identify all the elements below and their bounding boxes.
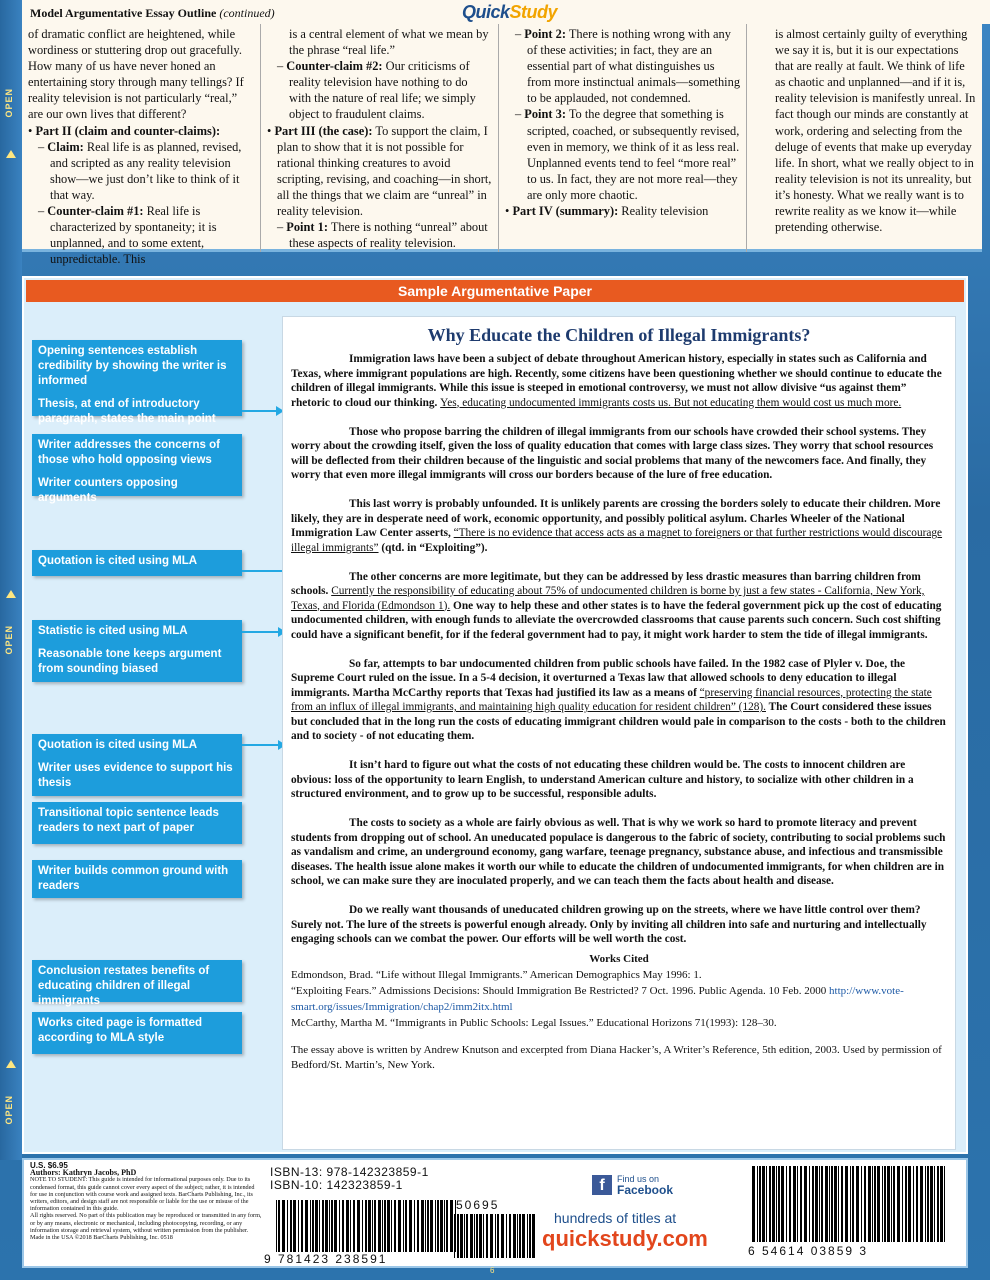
- outline-point-label: Counter-claim #1:: [47, 204, 144, 219]
- margin-note: [32, 734, 242, 796]
- essay-paragraph: Immigration laws have been a subject of debate throughout American history, especially in states such as California and Texas, where immigrant populations are high. Recently, some citizens have been questioning whether we should continue to educate the children of illegal immigrants. While this issue is steeped in emotional controversy, we must not allow divisive “us against them” rhetoric to cloud our thinking. Yes, educating undocumented immigrants costs us. But not educating them would cost us much more.: [291, 353, 942, 409]
- barcode-bar: [769, 1166, 771, 1242]
- barcode-bar: [339, 1200, 340, 1252]
- sample-paper-panel: [22, 276, 968, 1154]
- barcode-bar: [365, 1200, 367, 1252]
- barcode-bar: [329, 1200, 330, 1252]
- facebook-icon: f: [592, 1175, 612, 1195]
- essay-credit: The essay above is written by Andrew Knutson and excerpted from Diana Hacker’s, A Writer’s Reference, 5th edition, 2003. Used by permission of Bedford/St. Martin’s, New York.: [291, 1044, 942, 1071]
- barcode-bar: [877, 1166, 880, 1242]
- barcode-bar: [934, 1166, 935, 1242]
- barcode-bar: [293, 1200, 296, 1252]
- barcode-bar: [872, 1166, 873, 1242]
- outline-part: • Part II (claim and counter-claims):: [28, 123, 221, 138]
- barcode-bar: [290, 1200, 292, 1252]
- barcode-bar: [421, 1200, 424, 1252]
- barcode-bar: [789, 1166, 791, 1242]
- barcode-bar: [759, 1166, 761, 1242]
- outline-column-1: [22, 24, 260, 267]
- student-note: NOTE TO STUDENT: This guide is intended for informational purposes only. Due to its condensed format, this guide cannot cover every aspect of the subject; rather, it is intended for use in conjunction with course work and assigned texts. BarCharts Publishing, Inc., its writers, editors, and design staff are not responsible or liable for the use or misuse of the information contained in this guide.: [30, 1176, 255, 1213]
- barcode-bar: [920, 1166, 923, 1242]
- barcode-bar: [322, 1200, 324, 1252]
- barcode-bar: [825, 1166, 828, 1242]
- barcode-bar: [841, 1166, 843, 1242]
- barcode-bar: [374, 1200, 376, 1252]
- note-arrow: [242, 631, 284, 633]
- barcode-bar: [457, 1214, 459, 1258]
- barcode-bar: [315, 1200, 318, 1252]
- outline-point-label: Counter-claim #2:: [286, 59, 383, 74]
- barcode-bar: [398, 1200, 401, 1252]
- barcode-bar: [301, 1200, 303, 1252]
- side-label-open: OPEN: [4, 1095, 14, 1125]
- barcode-bar: [319, 1200, 320, 1252]
- barcode-bar: [474, 1214, 475, 1258]
- outline-point-label: Claim:: [47, 139, 84, 154]
- barcode-bar: [887, 1166, 890, 1242]
- margin-note-line: Quotation is cited using MLA: [38, 555, 198, 567]
- barcode-bar: [430, 1200, 433, 1252]
- barcode-bar: [913, 1166, 914, 1242]
- barcode-bar: [762, 1166, 765, 1242]
- outline-column-2: [260, 24, 498, 252]
- barcode-bar: [519, 1214, 521, 1258]
- outline-point-label: Point 1:: [286, 220, 328, 235]
- barcode-bar: [916, 1166, 918, 1242]
- essay-paragraph: Those who propose barring the children of illegal immigrants from our schools have crowded their school systems. They worry about the crowding itself, given the loss of quality education that comes with large class sizes. They worry that school resources will be deflected from their children because of the linguistic and social problems that many of the newcomers face. And finally, they worry that even more illegal immigrants will cross our borders because of the lure of free education.: [291, 425, 934, 481]
- barcode-bar: [778, 1166, 780, 1242]
- barcode-bar: [812, 1166, 814, 1242]
- barcode-bar: [384, 1200, 386, 1252]
- barcode-bar: [937, 1166, 939, 1242]
- barcode-bar: [940, 1166, 943, 1242]
- barcode-bar: [479, 1214, 482, 1258]
- barcode-bar: [466, 1214, 468, 1258]
- margin-note-line: Writer addresses the concerns of those who hold opposing views: [38, 439, 220, 466]
- outline-point: – Point 1: There is nothing “unreal” about these aspects of reality television.: [277, 220, 488, 251]
- barcode-bar: [819, 1166, 820, 1242]
- barcode-bar: [440, 1200, 443, 1252]
- barcode-bar: [486, 1214, 488, 1258]
- essay-paragraph: Do we really want thousands of uneducated children growing up on the streets, where we have little control over them? Surely not. The lure of the streets is powerful enough already. Only by inviting all children into safe and nurturing and intellectually engaging schools can we combat the power. Our efforts will be well worth the cost.: [291, 904, 927, 945]
- barcode-bar: [362, 1200, 363, 1252]
- facebook-text: [617, 1174, 673, 1196]
- barcode-bar: [278, 1200, 280, 1252]
- barcode-bar: [346, 1200, 349, 1252]
- note-arrow: [242, 410, 282, 412]
- margin-note-line: Reasonable tone keeps argument from sounding biased: [38, 648, 222, 675]
- barcode-bar: [838, 1166, 839, 1242]
- margin-note-line: Opening sentences establish credibility by showing the writer is informed: [38, 345, 227, 387]
- barcode-bar: [850, 1166, 851, 1242]
- works-cited-entry: McCarthy, Martha M. “Immigrants in Public Schools: Legal Issues.” Educational Horizons 71(1993): 128–30.: [291, 1017, 777, 1029]
- barcode-bar: [797, 1166, 798, 1242]
- barcode-bar: [334, 1200, 337, 1252]
- barcode-bar: [353, 1200, 355, 1252]
- facebook-big-text: Facebook: [617, 1183, 674, 1197]
- outline-point-label: Point 2:: [524, 27, 566, 41]
- facebook-link[interactable]: [592, 1174, 673, 1196]
- outline-part-label: Part III (the case):: [274, 123, 373, 138]
- barcode-bar: [893, 1166, 895, 1242]
- barcode-bar: [509, 1214, 511, 1258]
- barcode-bar: [403, 1200, 404, 1252]
- outline-part: • Part III (the case): To support the claim, I plan to show that it is not possible for rational thinking creatures to avoid scripting, revising, and coaching—in short, all the things that we claim are “unreal” in reality television.: [267, 123, 492, 219]
- ean-digits: 9 781423 238591: [264, 1252, 388, 1266]
- barcode-bar: [522, 1214, 525, 1258]
- barcode-bar: [378, 1200, 381, 1252]
- barcode-bar: [925, 1166, 926, 1242]
- outline-point: – Claim: Real life is as planned, revised, and scripted as any reality television show—we just don’t like to think of it that way.: [38, 139, 242, 202]
- titles-tagline: hundreds of titles at: [554, 1210, 677, 1226]
- barcode-bar: [331, 1200, 333, 1252]
- barcode-bar: [506, 1214, 507, 1258]
- barcode-bar: [287, 1200, 288, 1252]
- underlined-citation: “preserving financial resources, protecting the state from an influx of illegal immigrants, and maintaining high quality education for resident children” (128).: [291, 686, 932, 713]
- underlined-citation: Currently the responsibility of educating about 75% of undocumented children is borne by just a few states - California, New York, Texas, and Florida (Edmondson 1).: [291, 585, 925, 612]
- barcode-bar: [305, 1200, 308, 1252]
- barcode-bar: [927, 1166, 929, 1242]
- barcode-bar: [882, 1166, 883, 1242]
- barcode-bar: [497, 1214, 499, 1258]
- outline-column-4: [746, 24, 982, 252]
- margin-note: [32, 802, 242, 844]
- margin-note: [32, 1012, 242, 1054]
- barcode-bar: [800, 1166, 802, 1242]
- barcode-bar: [786, 1166, 787, 1242]
- margin-note-line: Thesis, at end of introductory paragraph, states the main point: [38, 398, 216, 425]
- facebook-small-text: Find us on: [617, 1174, 660, 1184]
- barcode-bar: [884, 1166, 886, 1242]
- essay-title: Why Educate the Children of Illegal Immigrants?: [427, 325, 811, 345]
- essay-paragraph: The other concerns are more legitimate, but they can be addressed by less drastic measures than barring children from schools. Currently the responsibility of educating about 75% of undocumented children is borne by just a few states - California, New York, Texas, and Florida (Edmondson 1). One way to help these and other states is to have the federal government pick up the cost of educating undocumented children, with enough funds to alleviate the overcrowded classrooms that cause parents such concern. Such cost shifting could have a significant benefit, for if the federal government had to pay, it might work harder to stem the tide of illegal immigrants.: [291, 570, 942, 641]
- margin-note-line: Quotation is cited using MLA: [38, 739, 198, 751]
- barcode-bar: [405, 1200, 407, 1252]
- outline-text: is almost certainly guilty of everything we say it is, but it is our expectations that are really at fault. We think of life as chaotic and unplanned—and if it is, reality television is manifestly unreal. In fact though our minds are constantly at work, ordering and selecting from the deluge of events that make up everyday life. In short, what we really object to in reality television is not its unreality, but it’s honesty. What we really want is to rewrite reality as we know it—while pretending otherwise.: [775, 27, 976, 235]
- barcode-bar: [425, 1200, 426, 1252]
- up-arrow-icon: [6, 590, 16, 598]
- barcode-bar: [829, 1166, 830, 1242]
- barcode-bar: [350, 1200, 351, 1252]
- outline-part-label: Part IV (summary):: [512, 204, 619, 219]
- essay-paragraph: It isn’t hard to figure out what the costs of not educating these children would be. The costs to innocent children are obvious: loss of the opportunity to learn English, to understand American culture and history, to socialize with other children in a structured environment, and to grow up to be successful, responsible adults.: [291, 759, 914, 800]
- outline-point: – Counter-claim #1: Real life is characterized by spontaneity; it is unplanned, and to some extent, unpredictable. This: [38, 204, 217, 267]
- isbn-block: [270, 1166, 429, 1192]
- barcode-bar: [312, 1200, 314, 1252]
- outline-title-suffix: (continued): [219, 6, 275, 20]
- legal-block: [30, 1162, 262, 1241]
- barcode-bar: [382, 1200, 383, 1252]
- outline-text: of dramatic conflict are heightened, while wordiness or stuttering drop out gracefully. How many of us have never honed an entertaining story through many tellings? If reality television is not particularly “real,” are our own lives that different?: [28, 27, 244, 122]
- essay-paragraph: So far, attempts to bar undocumented children from public schools have failed. In the 1982 case of Plyler v. Doe, the Supreme Court ruled on the issue. In a 5-4 decision, it overturned a Texas law that allowed schools to deny education to illegal immigrants. Martha McCarthy reports that Texas had justified its law as a means of “preserving financial resources, protecting the state from an influx of illegal immigrants, and maintaining high quality education for resident children” (128). The Court considered these issues but concluded that in the long run the costs of educating immigrant children would pale in comparison to the costs - both to the children and to society - of not educating them.: [291, 657, 946, 742]
- barcode-bar: [387, 1200, 390, 1252]
- outline-part: • Part IV (summary): Reality television: [505, 204, 709, 219]
- page-number: 6: [490, 1266, 495, 1275]
- barcode-bar: [868, 1166, 871, 1242]
- margin-note: [32, 860, 242, 898]
- works-cited-link[interactable]: http://www.vote-smart.org/issues/Immigration/chap2/imm2itx.html: [291, 985, 904, 1013]
- price-code: 50695: [456, 1198, 500, 1212]
- panel-title: Sample Argumentative Paper: [26, 280, 964, 302]
- logo-part-study: Study: [509, 2, 558, 22]
- margin-note-line: Writer counters opposing arguments: [38, 477, 178, 504]
- margin-note: [32, 960, 242, 1007]
- barcode-bar: [804, 1166, 807, 1242]
- footer: [22, 1158, 968, 1268]
- outline-header: [22, 0, 990, 24]
- side-label-open: OPEN: [4, 88, 14, 118]
- barcode-bar: [831, 1166, 833, 1242]
- barcode-bar: [368, 1200, 371, 1252]
- margin-note-line: Writer uses evidence to support his thesis: [38, 762, 233, 789]
- barcode-bar: [930, 1166, 933, 1242]
- barcode-bar: [852, 1166, 854, 1242]
- barcode-bar: [427, 1200, 429, 1252]
- upc-barcode: [752, 1166, 946, 1242]
- barcode-bar: [276, 1200, 277, 1252]
- works-cited-entry: “Exploiting Fears.” Admissions Decisions: Should Immigration Be Restricted? 7 Oct. 1996. Public Agenda. 10 Feb. 2000 http://www.vote-smart.org/issues/Immigration/chap2/imm2itx.html: [291, 985, 904, 1013]
- barcode-bar: [757, 1166, 758, 1242]
- outline-point: – Point 2: There is nothing wrong with any of these activities; in fact, they are an essential part of what distinguishes us from more instinctual animals—something to be applauded, not condemned.: [515, 27, 741, 106]
- barcode-bar: [372, 1200, 373, 1252]
- quickstudy-logo: [462, 2, 557, 23]
- works-cited-entry: Edmondson, Brad. “Life without Illegal Immigrants.” American Demographics May 1996: 1.: [291, 969, 702, 981]
- barcode-bar: [450, 1200, 453, 1252]
- barcode-bar: [527, 1214, 528, 1258]
- barcode-bar: [391, 1200, 392, 1252]
- outline-part-label: Part II (claim and counter-claims):: [35, 123, 221, 138]
- barcode-bar: [781, 1166, 784, 1242]
- barcode-bar: [417, 1200, 419, 1252]
- author: Authors: Kathryn Jacobs, PhD: [30, 1168, 137, 1178]
- margin-note-line: Works cited page is formatted according to MLA style: [38, 1017, 203, 1044]
- up-arrow-icon: [6, 150, 16, 158]
- barcode-bar: [902, 1166, 903, 1242]
- barcode-bar: [490, 1214, 493, 1258]
- margin-note: [32, 340, 242, 425]
- margin-note: [32, 620, 242, 682]
- barcode-bar: [815, 1166, 818, 1242]
- barcode-bar: [776, 1166, 777, 1242]
- barcode-bar: [444, 1200, 445, 1252]
- barcode-bar: [446, 1200, 448, 1252]
- barcode-bar: [809, 1166, 810, 1242]
- outline-point: – Counter-claim #2: Our criticisms of reality television have nothing to do with the nature of real life; we simply object to fraudulent claims.: [277, 59, 476, 122]
- outline-text: is a central element of what we mean by the phrase “real life.”: [289, 27, 489, 58]
- margin-note-line: Conclusion restates benefits of educating children of illegal immigrants: [38, 965, 210, 1007]
- underlined-citation: “There is no evidence that access acts as a magnet to foreigners or that further restrictions would discourage illegal immigrants”: [291, 527, 943, 554]
- barcode-bar: [944, 1166, 945, 1242]
- barcode-bar: [394, 1200, 396, 1252]
- quickstudy-url[interactable]: quickstudy.com: [542, 1226, 708, 1251]
- barcode-bar: [495, 1214, 496, 1258]
- barcode-bar: [908, 1166, 911, 1242]
- barcode-bar: [409, 1200, 412, 1252]
- barcode-bar: [752, 1166, 755, 1242]
- barcode-bar: [793, 1166, 796, 1242]
- outline-point: – Point 3: To the degree that something is scripted, coached, or subsequently revised, even in memory, we think of it as less real. Unplanned events tend to feel “more real” to us. In fact, they are not more real—they are only more chaotic.: [515, 107, 740, 202]
- outline-section: [22, 24, 982, 267]
- barcode-bar: [861, 1166, 862, 1242]
- price-barcode: [454, 1214, 536, 1258]
- outline-point-label: Point 3:: [524, 107, 566, 122]
- barcode-bar: [310, 1200, 311, 1252]
- isbn-10: ISBN-10: 142323859-1: [270, 1178, 403, 1192]
- margin-note: [32, 550, 242, 576]
- margin-note-line: Transitional topic sentence leads readers to next part of paper: [38, 807, 219, 834]
- price: U.S. $6.95: [30, 1161, 68, 1170]
- barcode-bar: [357, 1200, 360, 1252]
- logo-part-quick: Quick: [462, 2, 510, 22]
- isbn-13: ISBN-13: 978-142323859-1: [270, 1165, 429, 1179]
- barcode-bar: [460, 1214, 463, 1258]
- barcode-bar: [513, 1214, 516, 1258]
- barcode-bar: [435, 1200, 436, 1252]
- outline-title: [30, 6, 275, 21]
- note-arrow: [242, 744, 284, 746]
- works-cited-title: Works Cited: [589, 953, 649, 965]
- essay-paragraph: The costs to society as a whole are fairly obvious as well. That is why we work so hard to promote literacy and prevent students from dropping out of school. An uneducated populace is dangerous to the fabric of society, contributing to social problems such as vandalism and crime, an underground economy, gang warfare, teenage pregnancy, substance abuse, and infectious and transmissible diseases. The health issue alone makes it worth our while to educate the children of undocumented immigrants, for when children are in school, we can make sure they are inoculated properly, and we can teach them the facts about health and disease.: [291, 817, 946, 887]
- barcode-bar: [864, 1166, 866, 1242]
- margin-note: [32, 434, 242, 504]
- ean-barcode: [276, 1200, 458, 1252]
- barcode-bar: [834, 1166, 837, 1242]
- barcode-bar: [856, 1166, 859, 1242]
- margin-note-line: Writer builds common ground with readers: [38, 865, 229, 892]
- barcode-bar: [298, 1200, 299, 1252]
- barcode-bar: [325, 1200, 328, 1252]
- outline-title-text: Model Argumentative Essay Outline: [30, 6, 217, 20]
- essay-body: [291, 352, 947, 947]
- up-arrow-icon: [6, 1060, 16, 1068]
- barcode-bar: [905, 1166, 907, 1242]
- side-label-open: OPEN: [4, 625, 14, 655]
- barcode-bar: [342, 1200, 344, 1252]
- barcode-bar: [282, 1200, 285, 1252]
- barcode-bar: [454, 1214, 455, 1258]
- barcode-bar: [891, 1166, 892, 1242]
- barcode-bar: [437, 1200, 439, 1252]
- barcode-bar: [470, 1214, 473, 1258]
- barcode-bar: [845, 1166, 848, 1242]
- outline-column-3: [498, 24, 746, 252]
- barcode-bar: [483, 1214, 484, 1258]
- works-cited-list: [291, 967, 947, 1031]
- barcode-bar: [532, 1214, 535, 1258]
- barcode-bar: [501, 1214, 504, 1258]
- barcode-bar: [464, 1214, 465, 1258]
- margin-note-line: Statistic is cited using MLA: [38, 625, 188, 637]
- upc-digits: 6 54614 03859 3: [748, 1244, 869, 1258]
- barcode-bar: [766, 1166, 767, 1242]
- barcode-bar: [772, 1166, 775, 1242]
- underlined-citation: Yes, educating undocumented immigrants costs us. But not educating them would cost us much more.: [440, 396, 902, 409]
- rights-notice: All rights reserved. No part of this publication may be reproduced or transmitted in any form, or by any means, electronic or mechanical, including photocopying, recording, or any information storage and retrieval system, without written permission from the publisher. Made in the USA ©2018 BarCharts Publishing, Inc. 0518: [30, 1212, 262, 1242]
- barcode-bar: [897, 1166, 900, 1242]
- barcode-bar: [517, 1214, 518, 1258]
- essay-paragraph: This last worry is probably unfounded. It is unlikely parents are crossing the borders solely to educate their children. More likely, they are in desperate need of work, economic opportunity, and possibly political asylum. Charles Wheeler of the National Immigration Law Center asserts, “There is no evidence that access acts as a magnet to foreigners or that further restrictions would discourage illegal immigrants” (qtd. in “Exploiting”).: [291, 498, 943, 554]
- essay-paper: [282, 316, 956, 1150]
- barcode-bar: [414, 1200, 415, 1252]
- barcode-bar: [874, 1166, 876, 1242]
- barcode-bar: [476, 1214, 478, 1258]
- barcode-bar: [821, 1166, 823, 1242]
- side-tab-strip: [0, 0, 22, 1160]
- barcode-bar: [529, 1214, 531, 1258]
